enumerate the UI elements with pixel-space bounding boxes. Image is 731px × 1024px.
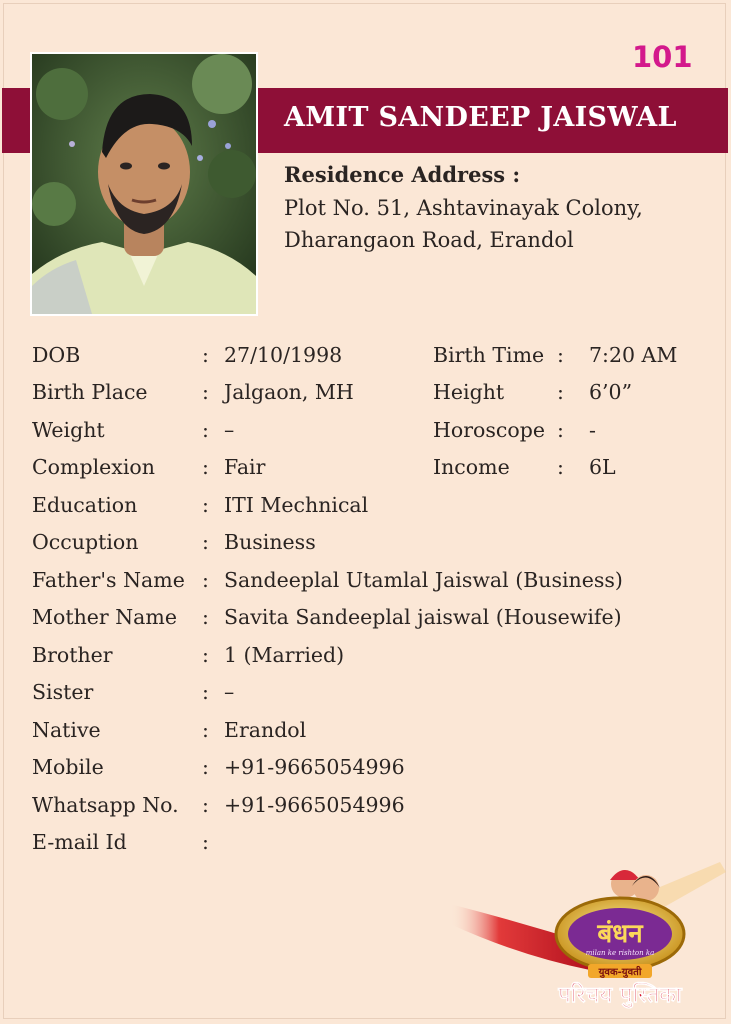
detail-value: +91-9665054996 xyxy=(224,793,405,817)
detail-label: Birth Time xyxy=(433,343,545,367)
detail-label: Horoscope xyxy=(433,418,545,442)
detail-colon: : xyxy=(202,418,209,442)
detail-value: 27/10/1998 xyxy=(224,343,343,367)
detail-value: ITI Mechnical xyxy=(224,493,369,517)
detail-colon: : xyxy=(557,455,564,479)
detail-colon: : xyxy=(557,343,564,367)
detail-colon: : xyxy=(202,530,209,554)
address-line: Plot No. 51, Ashtavinayak Colony, xyxy=(284,196,643,220)
detail-label: Income xyxy=(433,455,510,479)
logo-tagline: milan ke rishton ka xyxy=(585,949,655,957)
detail-colon: : xyxy=(202,380,209,404)
detail-colon: : xyxy=(202,605,209,629)
detail-colon: : xyxy=(202,643,209,667)
detail-value: Business xyxy=(224,530,316,554)
detail-label: DOB xyxy=(32,343,81,367)
detail-colon: : xyxy=(202,493,209,517)
detail-label: Sister xyxy=(32,680,94,704)
profile-number: 101 xyxy=(632,40,693,74)
detail-value: Sandeeplal Utamlal Jaiswal (Business) xyxy=(224,568,623,592)
detail-colon: : xyxy=(557,380,564,404)
detail-label: Native xyxy=(32,718,101,742)
detail-value: Fair xyxy=(224,455,266,479)
detail-value: Savita Sandeeplal jaiswal (Housewife) xyxy=(224,605,622,629)
detail-value: – xyxy=(224,418,235,442)
detail-colon: : xyxy=(202,755,209,779)
logo-caption: परिचय पुस्तिका xyxy=(558,983,682,1008)
detail-value: 7:20 AM xyxy=(589,343,678,367)
logo-ribbon-text: युवक-युवती xyxy=(598,967,642,978)
candidate-name: AMIT SANDEEP JAISWAL xyxy=(284,102,677,133)
bandhan-logo xyxy=(450,852,730,1024)
detail-colon: : xyxy=(202,680,209,704)
detail-value: Jalgaon, MH xyxy=(224,380,354,404)
detail-value: 6L xyxy=(589,455,616,479)
detail-label: Education xyxy=(32,493,138,517)
detail-value: - xyxy=(589,418,596,442)
detail-label: Brother xyxy=(32,643,113,667)
detail-label: Height xyxy=(433,380,505,404)
detail-colon: : xyxy=(202,718,209,742)
logo-title: बंधन xyxy=(597,919,643,949)
detail-label: Mobile xyxy=(32,755,104,779)
detail-label: Birth Place xyxy=(32,380,148,404)
detail-value: 6’0” xyxy=(589,380,633,404)
detail-colon: : xyxy=(202,343,209,367)
detail-colon: : xyxy=(202,568,209,592)
detail-value: Erandol xyxy=(224,718,307,742)
detail-value: 1 (Married) xyxy=(224,643,345,667)
person-photo-illustration xyxy=(32,54,256,314)
address-heading: Residence Address : xyxy=(284,162,521,187)
detail-label: Occuption xyxy=(32,530,139,554)
detail-label: Whatsapp No. xyxy=(32,793,179,817)
detail-value: – xyxy=(224,680,235,704)
detail-colon: : xyxy=(557,418,564,442)
profile-photo xyxy=(30,52,258,316)
detail-label: Mother Name xyxy=(32,605,177,629)
detail-colon: : xyxy=(202,830,209,854)
detail-label: E-mail Id xyxy=(32,830,127,854)
detail-label: Weight xyxy=(32,418,105,442)
address-line: Dharangaon Road, Erandol xyxy=(284,228,574,252)
detail-label: Complexion xyxy=(32,455,155,479)
bride-figure xyxy=(633,875,659,901)
detail-label: Father's Name xyxy=(32,568,185,592)
detail-colon: : xyxy=(202,793,209,817)
detail-colon: : xyxy=(202,455,209,479)
detail-value: +91-9665054996 xyxy=(224,755,405,779)
